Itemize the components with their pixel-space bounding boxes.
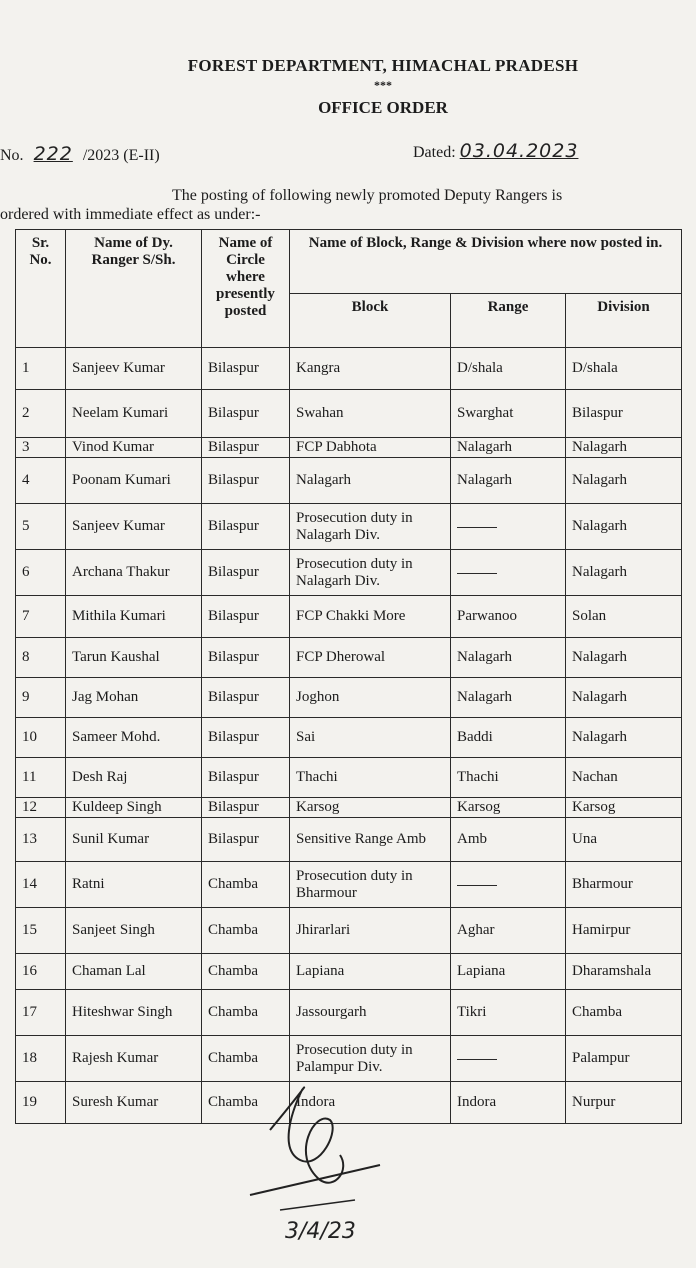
cell-sr: 12 <box>16 798 66 818</box>
cell-range: Parwanoo <box>451 596 566 638</box>
cell-range: Lapiana <box>451 954 566 990</box>
header-circle: Name of Circle where presently posted <box>202 230 290 348</box>
cell-sr: 8 <box>16 638 66 678</box>
order-title: OFFICE ORDER <box>318 98 448 117</box>
cell-sr: 11 <box>16 758 66 798</box>
cell-circle: Bilaspur <box>202 798 290 818</box>
dash-mark <box>457 572 497 574</box>
cell-range <box>451 550 566 596</box>
cell-sr: 6 <box>16 550 66 596</box>
cell-name: Hiteshwar Singh <box>66 990 202 1036</box>
cell-range: D/shala <box>451 348 566 390</box>
cell-sr: 10 <box>16 718 66 758</box>
cell-block: Lapiana <box>290 954 451 990</box>
table-row <box>16 758 682 798</box>
cell-circle: Bilaspur <box>202 438 290 458</box>
cell-name: Tarun Kaushal <box>66 638 202 678</box>
order-number <box>0 143 160 165</box>
dash-mark <box>457 526 497 528</box>
table-row <box>16 438 682 458</box>
cell-block: Thachi <box>290 758 451 798</box>
postings-table-body <box>16 348 682 1124</box>
cell-block: Prosecution duty in Nalagarh Div. <box>290 504 451 550</box>
dash-mark <box>457 884 497 886</box>
cell-division: Hamirpur <box>566 908 682 954</box>
cell-range: Karsog <box>451 798 566 818</box>
dash-mark <box>457 1058 497 1060</box>
cell-circle: Bilaspur <box>202 758 290 798</box>
cell-range: Nalagarh <box>451 638 566 678</box>
cell-name: Suresh Kumar <box>66 1082 202 1124</box>
header-posting-group: Name of Block, Range & Division where now posted in. <box>290 230 682 294</box>
cell-circle: Bilaspur <box>202 390 290 438</box>
cell-range <box>451 862 566 908</box>
cell-circle: Chamba <box>202 862 290 908</box>
cell-division: Nalagarh <box>566 438 682 458</box>
cell-sr: 3 <box>16 438 66 458</box>
order-number-value: 222 <box>33 143 73 165</box>
cell-block: Joghon <box>290 678 451 718</box>
dated-value: 03.04.2023 <box>459 140 579 162</box>
cell-name: Archana Thakur <box>66 550 202 596</box>
cell-block: Kangra <box>290 348 451 390</box>
cell-division: Nalagarh <box>566 678 682 718</box>
cell-division: Nurpur <box>566 1082 682 1124</box>
cell-name: Vinod Kumar <box>66 438 202 458</box>
cell-sr: 14 <box>16 862 66 908</box>
cell-circle: Chamba <box>202 990 290 1036</box>
cell-range: Tikri <box>451 990 566 1036</box>
header-block: Block <box>290 294 451 348</box>
table-row <box>16 596 682 638</box>
cell-sr: 2 <box>16 390 66 438</box>
signature-date: 3/4/23 <box>285 1219 356 1244</box>
cell-division: Nalagarh <box>566 638 682 678</box>
cell-name: Ratni <box>66 862 202 908</box>
cell-division: Karsog <box>566 798 682 818</box>
table-row <box>16 458 682 504</box>
order-number-prefix: No. <box>0 147 24 164</box>
cell-division: Bilaspur <box>566 390 682 438</box>
heading-separator: *** <box>374 78 392 92</box>
cell-range: Baddi <box>451 718 566 758</box>
cell-division: Nalagarh <box>566 504 682 550</box>
cell-block: Sai <box>290 718 451 758</box>
cell-circle: Bilaspur <box>202 550 290 596</box>
cell-division: Una <box>566 818 682 862</box>
cell-sr: 19 <box>16 1082 66 1124</box>
table-row <box>16 954 682 990</box>
cell-range: Aghar <box>451 908 566 954</box>
cell-sr: 7 <box>16 596 66 638</box>
cell-range: Thachi <box>451 758 566 798</box>
header-division: Division <box>566 294 682 348</box>
cell-circle: Chamba <box>202 908 290 954</box>
cell-division: Nalagarh <box>566 458 682 504</box>
cell-sr: 16 <box>16 954 66 990</box>
table-row <box>16 348 682 390</box>
intro-line-2: ordered with immediate effect as under:- <box>0 206 261 223</box>
cell-range: Nalagarh <box>451 458 566 504</box>
cell-range <box>451 1036 566 1082</box>
cell-sr: 9 <box>16 678 66 718</box>
cell-block: Swahan <box>290 390 451 438</box>
table-row <box>16 798 682 818</box>
intro-line-1: The posting of following newly promoted Deputy Rangers is <box>172 187 563 204</box>
cell-name: Sanjeev Kumar <box>66 504 202 550</box>
cell-circle: Bilaspur <box>202 596 290 638</box>
cell-division: Dharamshala <box>566 954 682 990</box>
table-row <box>16 550 682 596</box>
cell-division: Nalagarh <box>566 550 682 596</box>
cell-circle: Bilaspur <box>202 504 290 550</box>
cell-block: Prosecution duty in Bharmour <box>290 862 451 908</box>
cell-block: FCP Chakki More <box>290 596 451 638</box>
cell-block: FCP Dabhota <box>290 438 451 458</box>
table-row <box>16 908 682 954</box>
cell-name: Rajesh Kumar <box>66 1036 202 1082</box>
cell-name: Poonam Kumari <box>66 458 202 504</box>
department-heading: FOREST DEPARTMENT, HIMACHAL PRADESH <box>187 56 579 75</box>
table-row <box>16 678 682 718</box>
order-number-suffix: /2023 (E-II) <box>82 147 160 164</box>
cell-block: Jassourgarh <box>290 990 451 1036</box>
cell-name: Sameer Mohd. <box>66 718 202 758</box>
cell-sr: 18 <box>16 1036 66 1082</box>
cell-circle: Chamba <box>202 954 290 990</box>
cell-circle: Bilaspur <box>202 458 290 504</box>
cell-block: Nalagarh <box>290 458 451 504</box>
cell-sr: 13 <box>16 818 66 862</box>
dated-label: Dated: <box>413 144 456 161</box>
cell-circle: Bilaspur <box>202 348 290 390</box>
cell-sr: 4 <box>16 458 66 504</box>
cell-name: Chaman Lal <box>66 954 202 990</box>
cell-block: Indora <box>290 1082 451 1124</box>
cell-name: Neelam Kumari <box>66 390 202 438</box>
cell-block: FCP Dherowal <box>290 638 451 678</box>
cell-sr: 17 <box>16 990 66 1036</box>
cell-division: Nalagarh <box>566 718 682 758</box>
cell-range: Nalagarh <box>451 678 566 718</box>
cell-block: Karsog <box>290 798 451 818</box>
cell-range: Nalagarh <box>451 438 566 458</box>
signature-mark <box>240 1060 390 1260</box>
cell-sr: 1 <box>16 348 66 390</box>
cell-sr: 5 <box>16 504 66 550</box>
cell-name: Jag Mohan <box>66 678 202 718</box>
table-row <box>16 718 682 758</box>
cell-circle: Bilaspur <box>202 678 290 718</box>
table-row <box>16 390 682 438</box>
header-range: Range <box>451 294 566 348</box>
cell-block: Sensitive Range Amb <box>290 818 451 862</box>
cell-name: Kuldeep Singh <box>66 798 202 818</box>
cell-division: Solan <box>566 596 682 638</box>
cell-division: Nachan <box>566 758 682 798</box>
cell-division: Palampur <box>566 1036 682 1082</box>
postings-table <box>15 229 682 1124</box>
table-row <box>16 504 682 550</box>
cell-division: Chamba <box>566 990 682 1036</box>
cell-circle: Chamba <box>202 1082 290 1124</box>
cell-circle: Chamba <box>202 1036 290 1082</box>
cell-block: Prosecution duty in Nalagarh Div. <box>290 550 451 596</box>
cell-division: Bharmour <box>566 862 682 908</box>
cell-block: Jhirarlari <box>290 908 451 954</box>
table-row <box>16 862 682 908</box>
cell-division: D/shala <box>566 348 682 390</box>
order-date <box>413 140 578 162</box>
table-row <box>16 818 682 862</box>
cell-range: Amb <box>451 818 566 862</box>
cell-sr: 15 <box>16 908 66 954</box>
cell-range: Swarghat <box>451 390 566 438</box>
header-sr: Sr. No. <box>16 230 66 348</box>
header-name: Name of Dy. Ranger S/Sh. <box>66 230 202 348</box>
cell-name: Sanjeev Kumar <box>66 348 202 390</box>
cell-name: Mithila Kumari <box>66 596 202 638</box>
cell-block: Prosecution duty in Palampur Div. <box>290 1036 451 1082</box>
cell-circle: Bilaspur <box>202 818 290 862</box>
cell-range <box>451 504 566 550</box>
table-row <box>16 638 682 678</box>
cell-circle: Bilaspur <box>202 718 290 758</box>
cell-circle: Bilaspur <box>202 638 290 678</box>
cell-name: Sunil Kumar <box>66 818 202 862</box>
cell-name: Desh Raj <box>66 758 202 798</box>
table-row <box>16 990 682 1036</box>
cell-range: Indora <box>451 1082 566 1124</box>
cell-name: Sanjeet Singh <box>66 908 202 954</box>
